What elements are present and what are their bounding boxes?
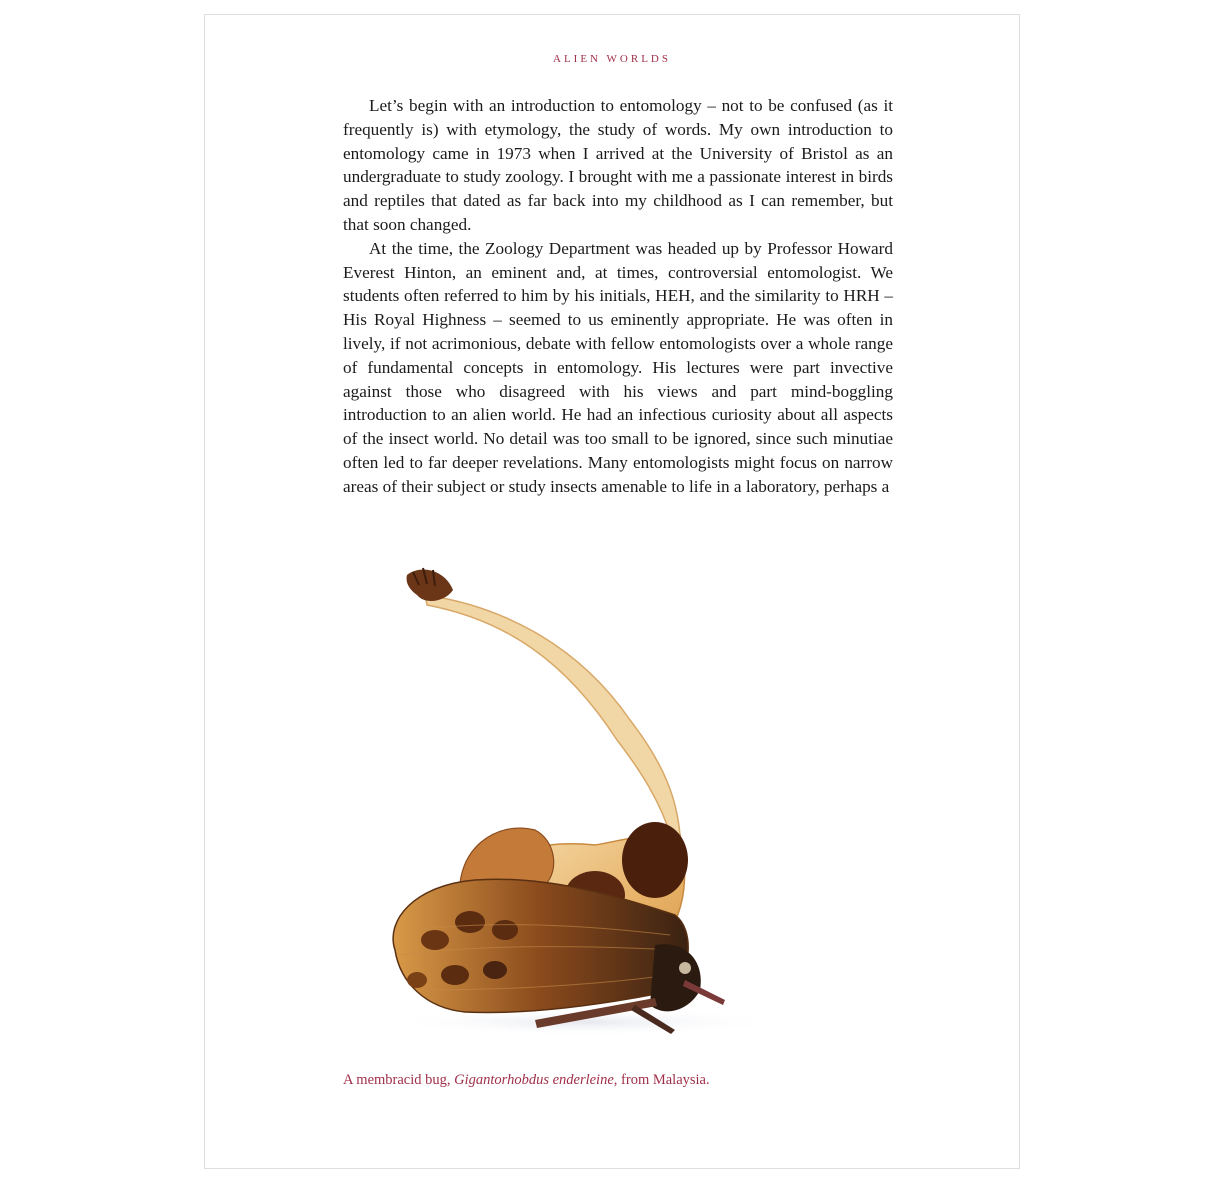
caption-suffix: , from Malaysia. [613, 1072, 710, 1088]
membracid-bug-photo [355, 550, 795, 1050]
figure-caption [343, 1072, 710, 1089]
body-text [343, 94, 893, 499]
caption-prefix: A membracid bug, [343, 1072, 455, 1088]
running-head: ALIEN WORLDS [553, 53, 671, 65]
book-page [204, 14, 1020, 1169]
paragraph-2: At the time, the Zoology Department was headed up by Professor Howard Everest Hinton, an eminent and, at times, controversial entomologist. We students often referred to him by his initials, HEH, and the similarity to HRH – His Royal Highness – seemed to us eminently appropriate. He was often in lively, if not acrimonious, debate with fellow entomologists over a whole range of fundamental concepts in entomology. His lectures were part invective against those who disagreed with his views and part mind-boggling introduction to an alien world. He had an infectious curiosity about all aspects of the insect world. No detail was too small to be ignored, since such minutiae often led to far deeper revelations. Many entomologists might focus on narrow areas of their subject or study insects amenable to life in a laboratory, perhaps a [343, 238, 893, 496]
paragraph-1: Let’s begin with an introduction to entomology – not to be confused (as it frequently is) with etymology, the study of words. My own introduction to entomology came in 1973 when I arrived at the University of Bristol as an undergraduate to study zoology. I brought with me a passionate interest in birds and reptiles that dated as far back into my childhood as I can remember, but that soon changed. [343, 96, 893, 234]
caption-species: Gigantorhobdus enderleine [454, 1072, 614, 1088]
